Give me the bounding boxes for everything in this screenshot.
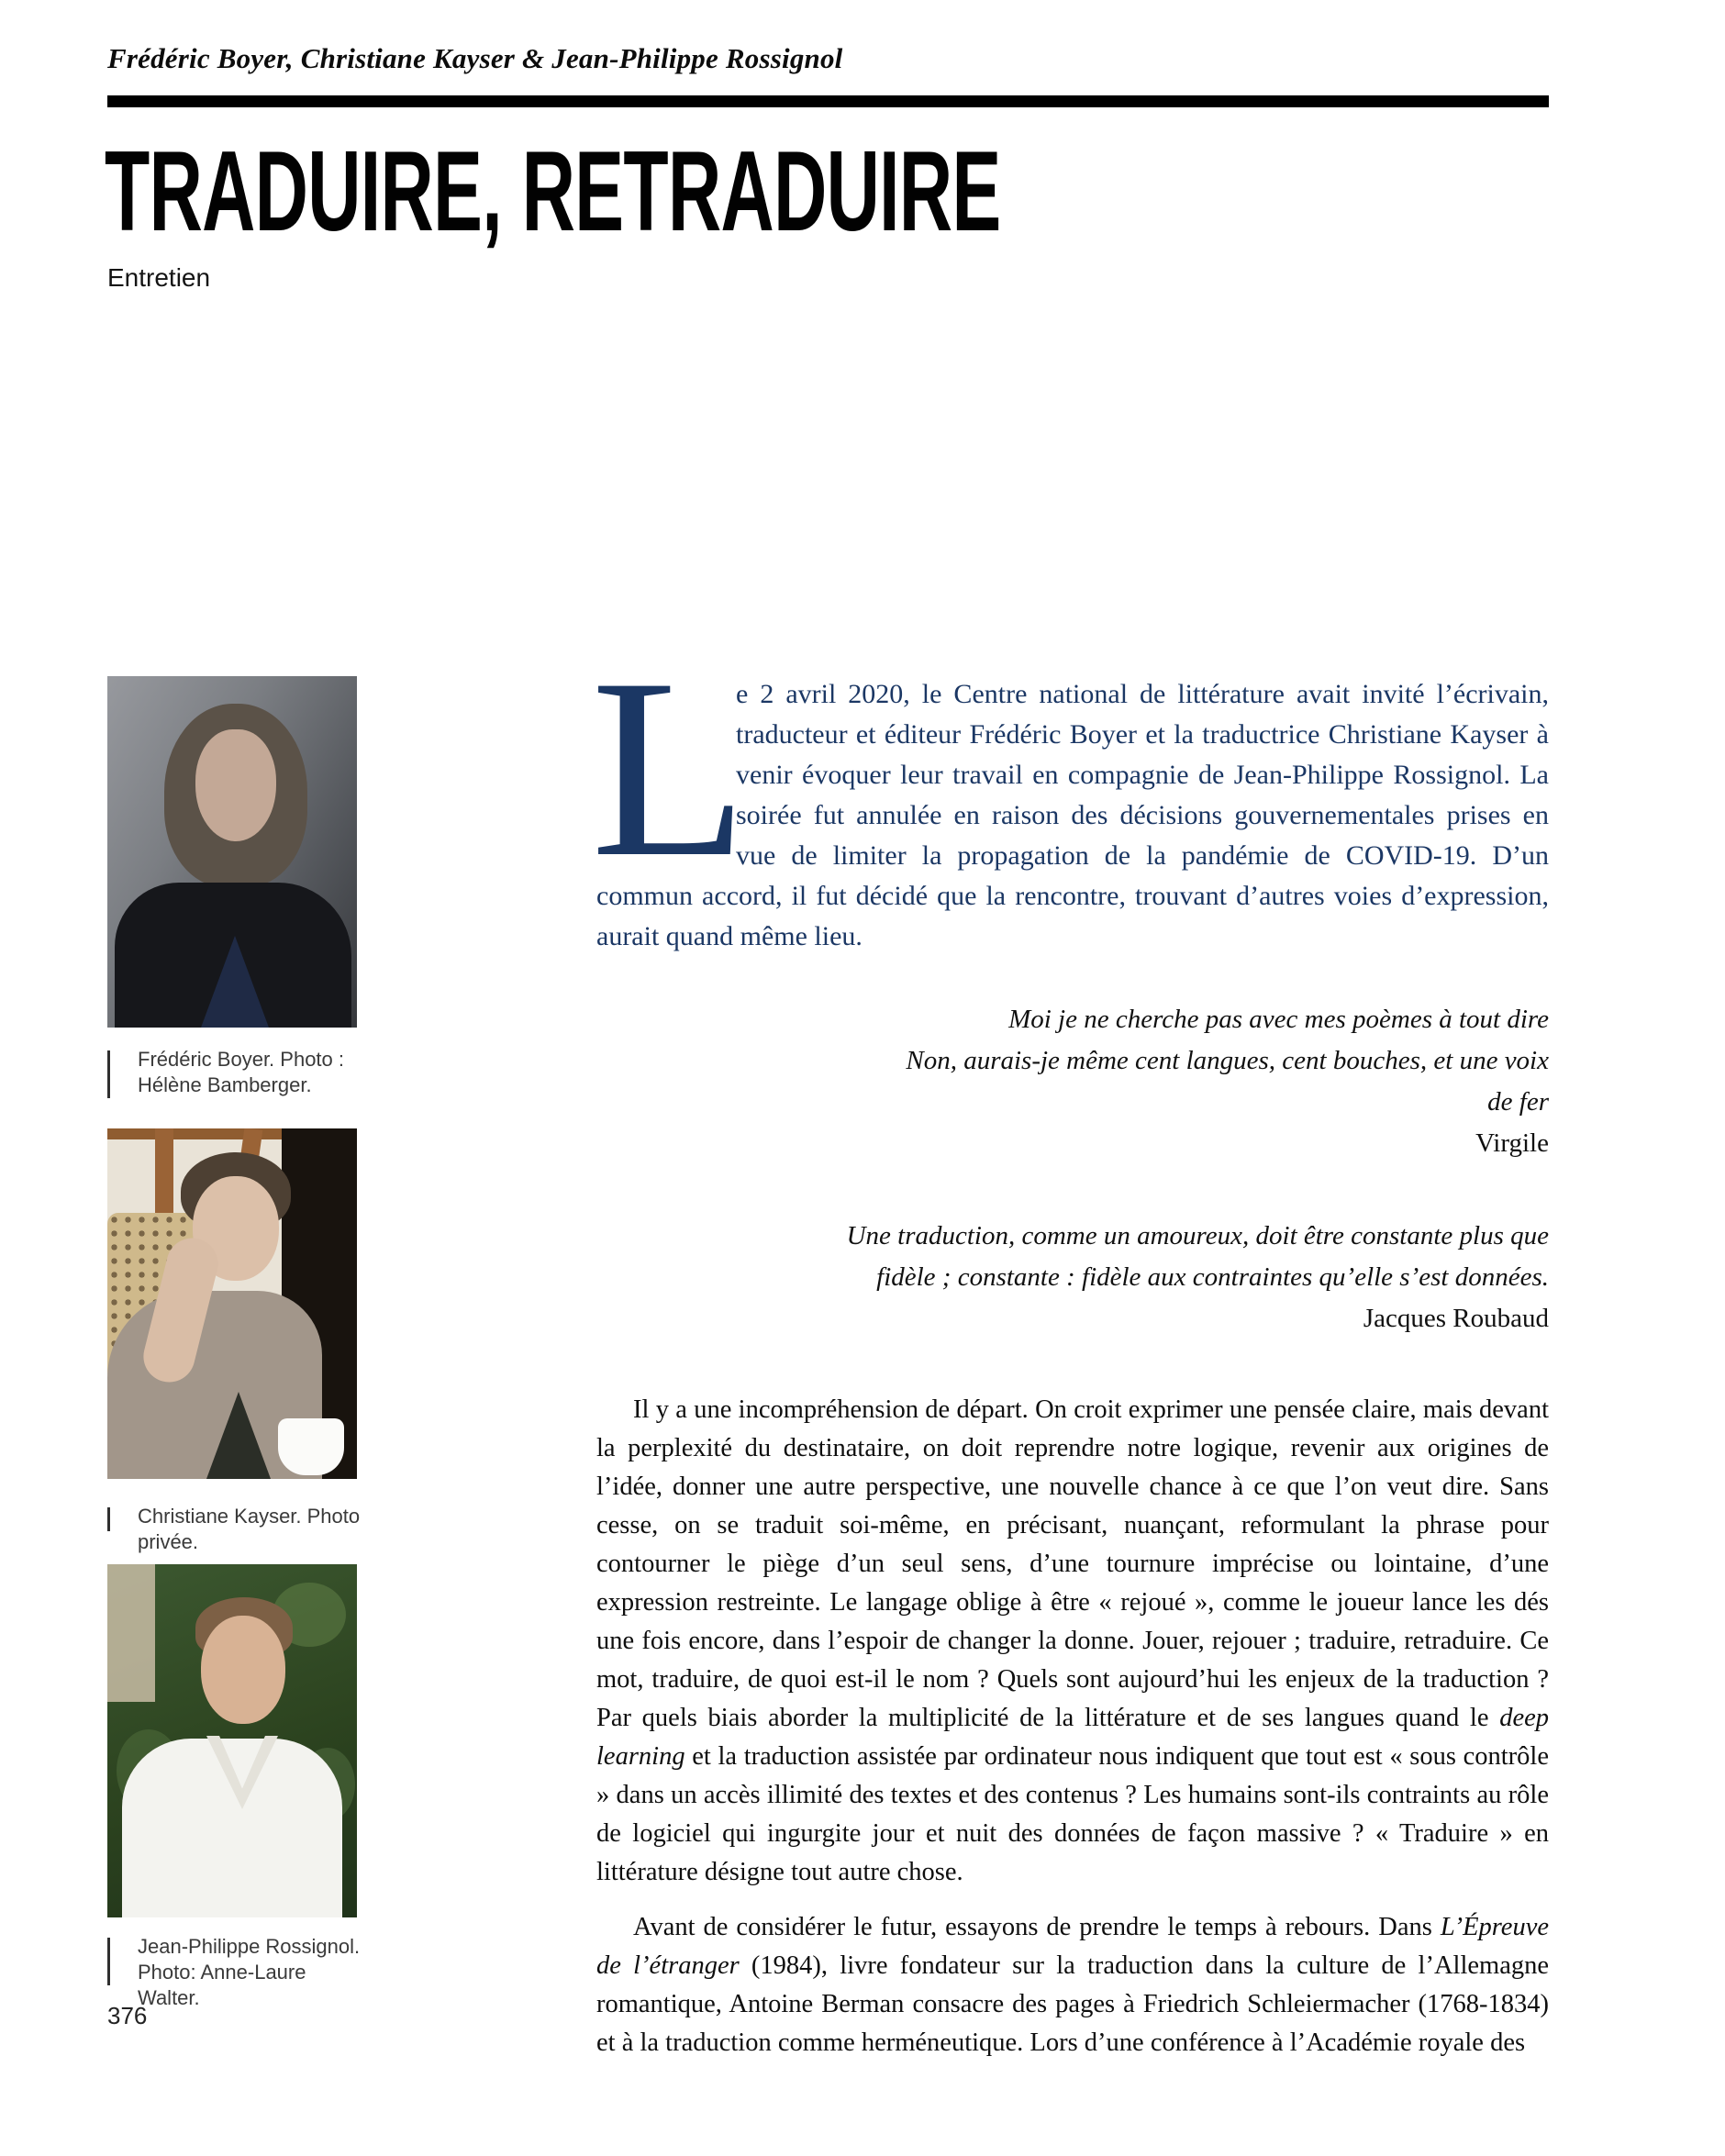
authors-line: Frédéric Boyer, Christiane Kayser & Jean-Philippe Rossignol [107,42,843,74]
photo3-face-shape [201,1616,285,1724]
photo1-face-shape [195,729,276,841]
epigraph-virgile [596,999,1549,1123]
photo3-building-wall [107,1564,155,1702]
epigraph-line: Non, aurais-je même cent langues, cent bouches, et une voix [906,1046,1549,1075]
caption-bar [107,1050,110,1098]
epigraph-roubaud [596,1216,1549,1298]
page-subtitle: Entretien [107,263,211,292]
lead-paragraph-text: e 2 avril 2020, le Centre national de littérature avait invité l’écrivain, traducteur et éditeur Frédéric Boyer et la traductrice Christiane Kayser à venir évoquer leur travail en compagnie de Jean-Philippe Rossignol. La soirée fut annulée en raison des décisions gouvernementales prises en vue de limiter la propagation de la pandémie de COVID-19. D’un commun accord, il fut décidé que la rencontre, trouvant d’autres voies d’expression, aurait quand même lieu. [596,679,1549,951]
caption-line: Jean-Philippe Rossignol. [138,1935,361,1958]
epigraph-line: de fer [1487,1087,1549,1117]
caption-frederic-boyer: Frédéric Boyer. Photo : Hélène Bamberger. [138,1048,344,1096]
epigraph-line: Une traduction, comme un amoureux, doit être constante plus que [846,1221,1549,1250]
caption-bar [107,1507,110,1531]
caption-bar [107,1938,110,1985]
photo2-coffee-cup [278,1418,344,1475]
photo-jean-philippe-rossignol [107,1564,357,1917]
body-paragraph-1: Il y a une incompréhension de départ. On croit exprimer une pensée claire, mais devant la perplexité du destinataire, on doit reprendre notre logique, revenir aux origines de l’idée, donner une autre perspective, une nouvelle chance à ce que l’on veut dire. Sans cesse, on se traduit soi-même, en précisant, nuançant, reformulant la phrase pour contourner le piège d’un seul sens, d’une tournure imprécise ou lointaine, d’une expression restreinte. Le langage oblige à être « rejoué », comme le joueur lance les dés une fois encore, dans l’espoir de changer la donne. Jouer, rejouer ; traduire, retraduire. Ce mot, traduire, de quoi est-il le nom ? Quels sont aujourd’hui les enjeux de la traduction ? Par quels biais aborder la multiplicité de la littérature et de ses langues quand le deep learning et la traduction assistée par ordinateur nous indiquent que tout est « sous contrôle » dans un accès illimité des textes et des contenus ? Les humains sont-ils contraints au rôle de logiciel qui ingurgite jour et nuit des données de façon massive ? « Traduire » en littérature désigne tout autre chose. [596,1395,1549,1886]
epigraph-attribution-virgile: Virgile [1475,1128,1549,1158]
caption-line: Photo: Anne-Laure Walter. [138,1961,306,2009]
lead-paragraph [591,625,1549,957]
photo-frederic-boyer [107,676,357,1028]
body-paragraph-2: Avant de considérer le futur, essayons de prendre le temps à rebours. Dans L’Épreuve de l’étranger (1984), livre fondateur sur la traduction dans la culture de l’Allemagne romantique, Antoine Berman consacre des pages à Friedrich Schleiermacher (1768-1834) et à la traduction comme herméneutique. Lors d’une conférence à l’Académie royale des [596,1913,1549,2057]
epigraph-line: Moi je ne cherche pas avec mes poèmes à tout dire [1008,1005,1549,1034]
main-text-column [591,625,1549,2062]
caption-christiane-kayser: Christiane Kayser. Photo privée. [138,1505,361,1553]
dropcap-letter: L [591,625,749,910]
epigraph-line: fidèle ; constante : fidèle aux contraintes qu’elle s’est données. [876,1262,1549,1292]
page-number: 376 [107,2002,148,2029]
photo-christiane-kayser [107,1128,357,1479]
header-rule [107,95,1549,107]
page-title: TRADUIRE, RETRADUIRE [105,128,1001,255]
caption-jean-philippe-rossignol [138,1934,372,2011]
epigraph-attribution-roubaud: Jacques Roubaud [1363,1304,1549,1333]
